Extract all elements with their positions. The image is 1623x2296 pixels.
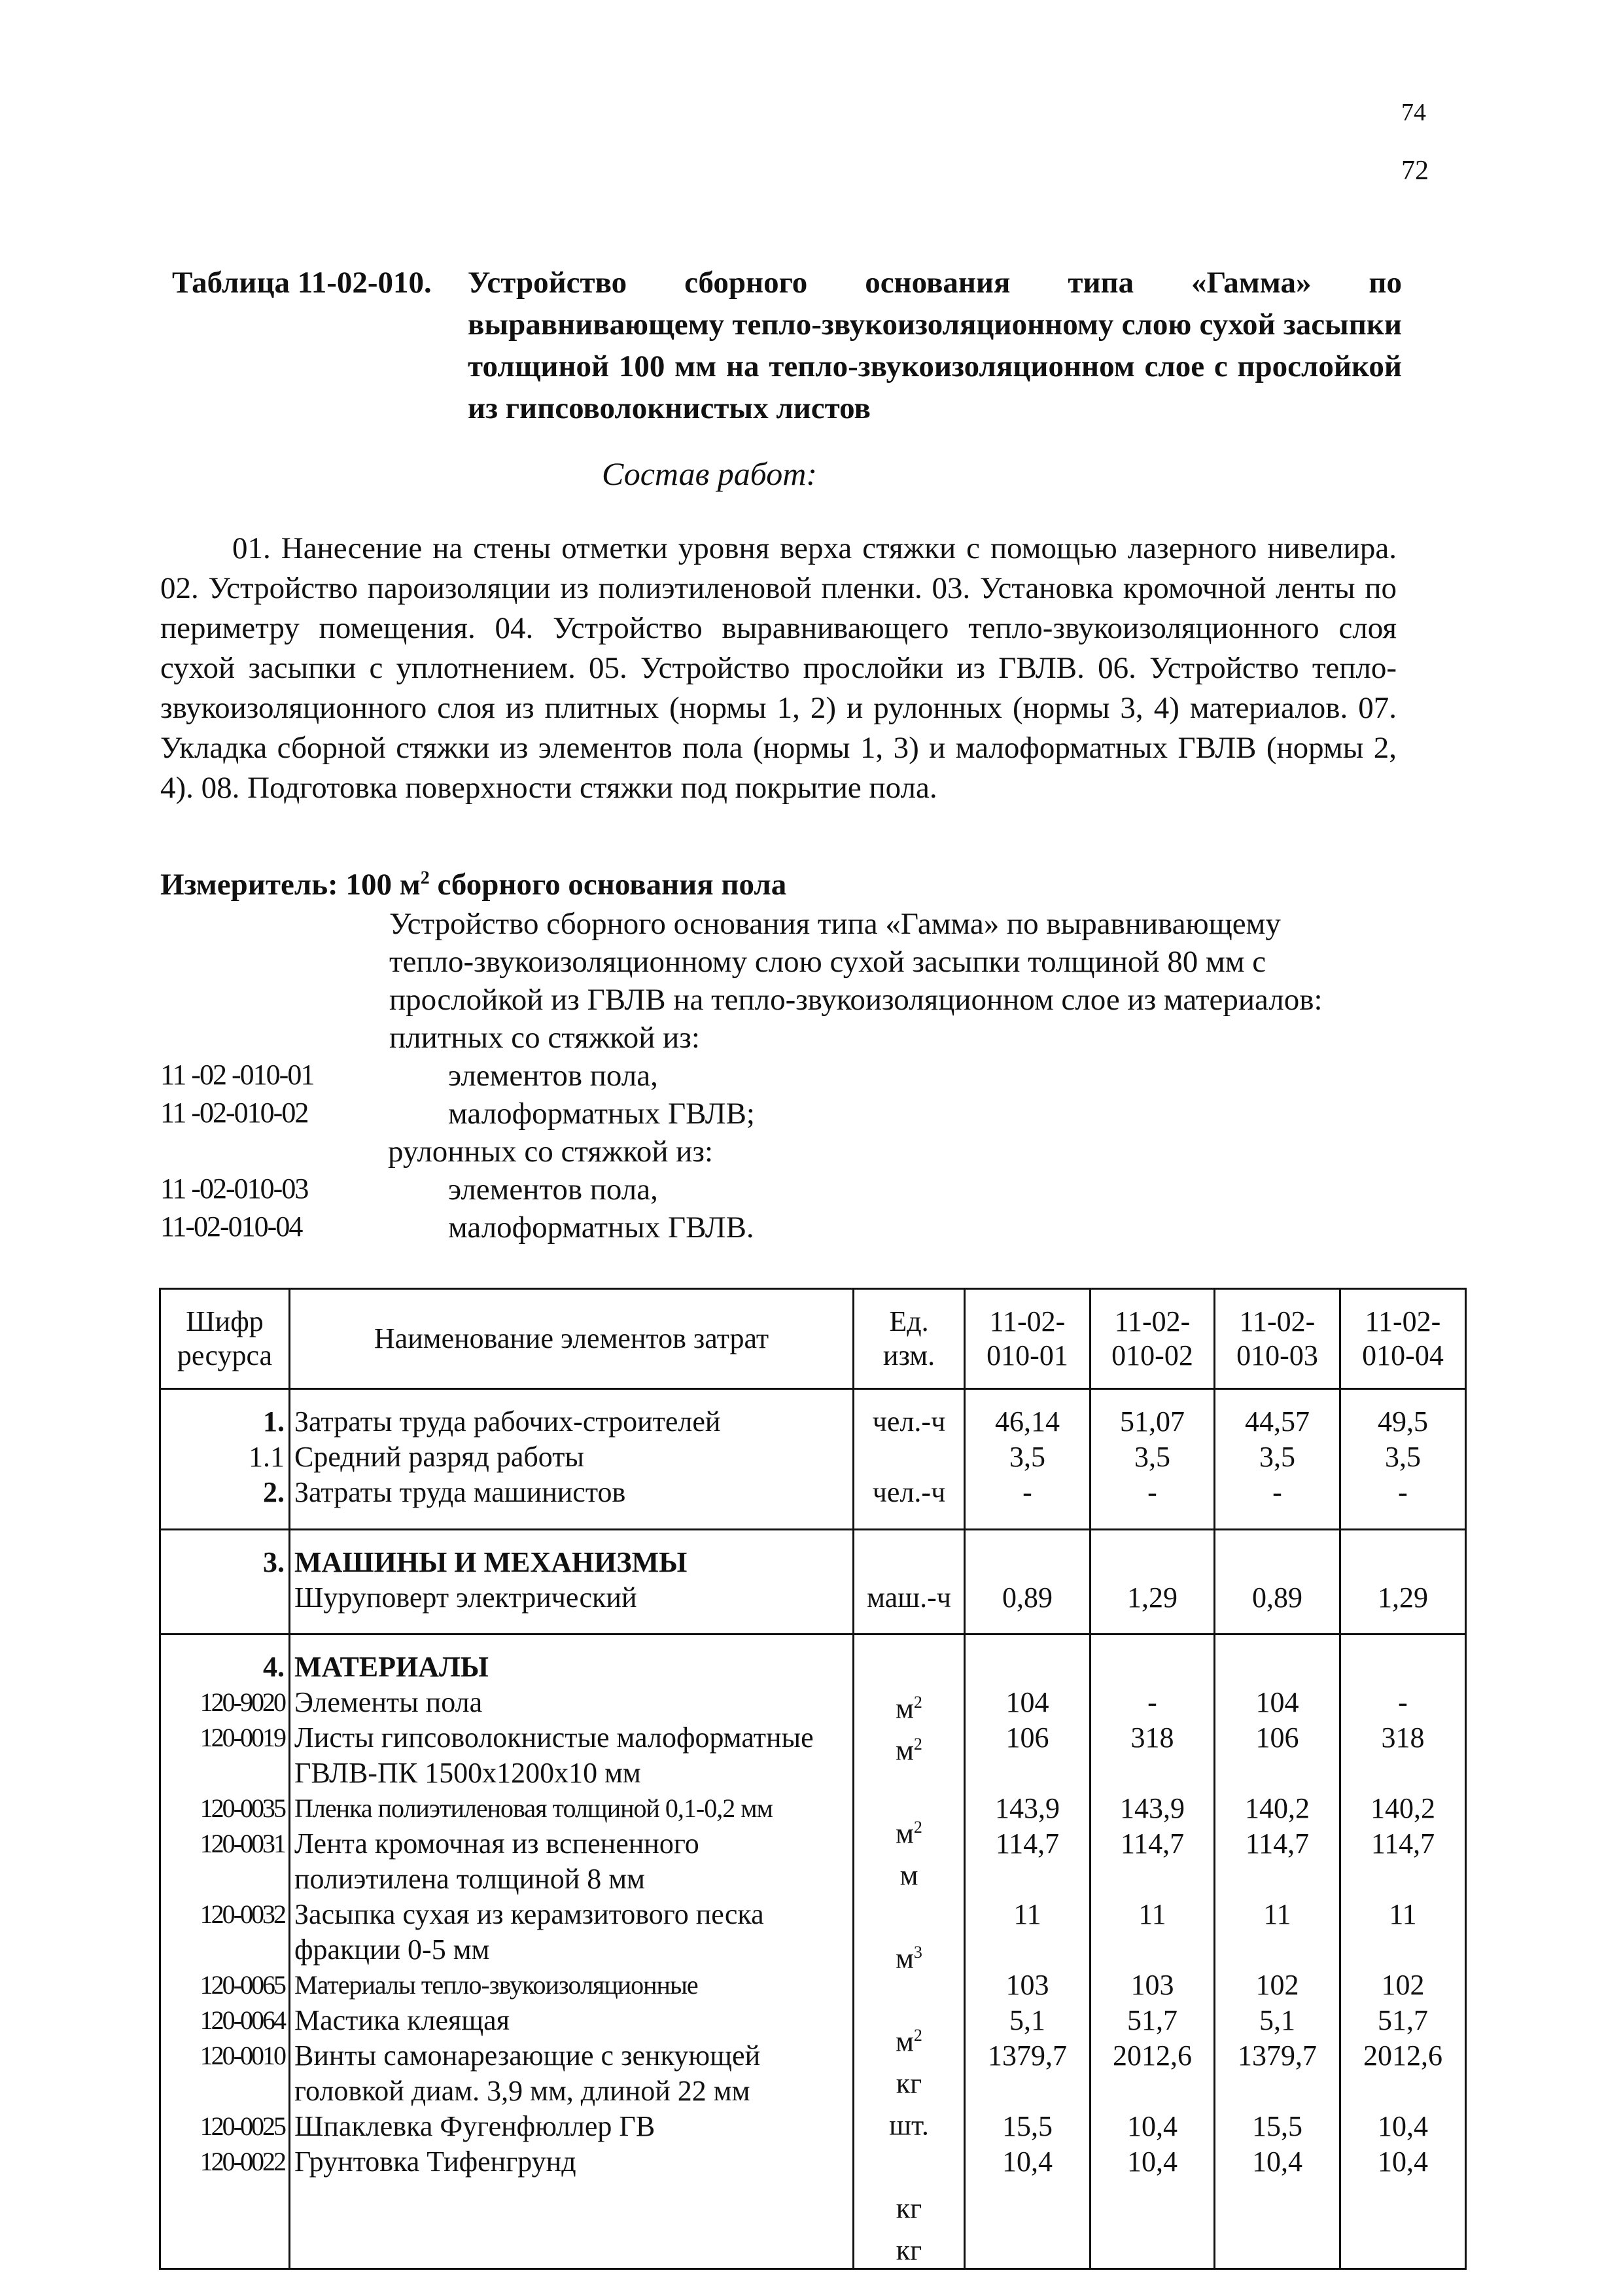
material-codes-cell (165, 1932, 285, 1968)
material-codes-cell: 120-0025 (200, 2111, 285, 2141)
work-composition-text: 01. Нанесение на стены отметки уровня верха стяжки с помощью лазерного нивелира. 02. Устройство пароизоляции из полиэтиленовой пленки. 03. Установка кромочной ленты по периметру помещения. 04. Устройство выравнивающего тепло-звукоизоляционного слоя сухой засыпки с уплотнением. 05. Устройство прослойки из ГВЛВ. 06. Устройство тепло-звукоизоляционного слоя из плитных (нормы 1, 2) и рулонных (нормы 3, 4) материалов. 07. Укладка сборной стяжки из элементов пола (нормы 1, 3) и малоформатных ГВЛВ (нормы 2, 4). 08. Подготовка поверхности стяжки под покрытие пола. (160, 531, 1397, 805)
material-c4-cell: 10,4 (1378, 2146, 1428, 2178)
norm-code: 11 -02-010-02 (160, 1097, 308, 1129)
machines-unit: маш.-ч (854, 1530, 965, 1634)
machines-norm-1: 0,89 (965, 1530, 1091, 1634)
description-line: плитных со стяжкой из: (389, 1021, 700, 1055)
material-c4-cell: 2012,6 (1363, 2040, 1442, 2072)
machines-names: МАШИНЫ И МЕХАНИЗМЫ Шуруповерт электрический (290, 1530, 854, 1634)
material-c4-cell: 140,2 (1370, 1792, 1435, 1824)
labor-norm-2: 51,07 3,5 - (1091, 1389, 1215, 1530)
material-c1-cell: 114,7 (995, 1828, 1060, 1860)
material-unit-cell (858, 2060, 960, 2102)
header-norm-3: 11-02- 010-03 (1215, 1289, 1340, 1389)
material-codes-cell (165, 1862, 285, 1897)
material-c1-cell: 15,5 (1002, 2110, 1053, 2142)
material-c4-cell: 11 (1389, 1898, 1417, 1930)
material-unit-cell (858, 2143, 960, 2185)
material-c2-cell: 143,9 (1120, 1792, 1185, 1824)
measurer-suffix: сборного основания пола (429, 868, 787, 902)
material-c4-cell: 114,7 (1370, 1828, 1435, 1860)
material-c2-cell: 51,7 (1127, 2004, 1178, 2036)
material-c1-cell (969, 1862, 1085, 1897)
material-c1-cell: 10,4 (1002, 2146, 1053, 2178)
unit-sup: 2 (913, 2026, 922, 2045)
material-names-cell: Винты самонарезающие с зенкующей (294, 2040, 761, 2072)
labor-codes: 1. 1.1 2. (160, 1389, 290, 1530)
header-norm-2: 11-02- 010-02 (1091, 1289, 1215, 1389)
material-unit-cell (858, 1768, 960, 1810)
material-c3-cell: 15,5 (1252, 2110, 1302, 2142)
material-codes-cell: 120-0022 (200, 2147, 285, 2176)
material-names-cell: Пленка полиэтиленовая толщиной 0,1-0,2 мм (294, 1793, 773, 1823)
material-c2-cell: 10,4 (1127, 2146, 1178, 2178)
material-codes-cell: 120-0031 (200, 1829, 285, 1858)
material-c4-cell (1345, 2074, 1461, 2109)
material-c3-cell: 11 (1263, 1898, 1291, 1930)
material-names-cell: Грунтовка Тифенгрунд (294, 2146, 576, 2178)
machines-norm-3: 0,89 (1215, 1530, 1340, 1634)
measurer-sup: 2 (420, 868, 430, 889)
material-c2-cell (1095, 1756, 1210, 1791)
header-unit: Ед. изм. (854, 1289, 965, 1389)
material-codes-cell (165, 2074, 285, 2109)
unit-sup: 2 (913, 1817, 922, 1837)
unit-text: шт. (889, 2109, 929, 2142)
table-title (172, 262, 1402, 432)
table-title-label: Таблица 11-02-010. (172, 266, 432, 300)
unit-text: м (896, 1692, 914, 1725)
material-unit-cell (858, 1977, 960, 2019)
description-line: Устройство сборного основания типа «Гамма» по выравнивающему (389, 907, 1281, 941)
material-c2-cell: 10,4 (1127, 2110, 1178, 2142)
material-c1-cell (969, 2074, 1085, 2109)
material-codes-cell: 120-0019 (200, 1723, 285, 1752)
material-c1-cell (969, 1932, 1085, 1968)
material-c4-cell (1345, 1756, 1461, 1791)
materials-norm-3 (1215, 1634, 1340, 2269)
table-row (160, 1530, 1466, 1634)
material-names-cell: Засыпка сухая из керамзитового песка (294, 1898, 764, 1930)
labor-norm-4: 49,5 3,5 - (1340, 1389, 1466, 1530)
labor-norm-3: 44,57 3,5 - (1215, 1389, 1340, 1530)
norm-code: 11 -02-010-03 (160, 1173, 308, 1205)
materials-names: МАТЕРИАЛЫ Элементы пола Листы гипсоволокнистые малоформатные ГВЛВ-ПК 1500х1200х10 мм Пленка полиэтиленовая толщиной 0,1-0,2 мм Лента кромочная из вспененного полиэтилена толщиной 8 мм Засыпка сухая из керамзитового песка фракции 0-5 мм Материалы тепло-звукоизоляционные Мастика клеящая Винты самонарезающие с зенкующей головкой диам. 3,9 мм, длиной 22 мм Шпаклевка Фугенфюллер ГВ Грунтовка Тифенгрунд (290, 1634, 854, 2269)
material-c3-cell: 106 (1255, 1722, 1299, 1754)
measurer (160, 867, 786, 902)
unit-text: кг (896, 2067, 922, 2100)
material-c4-cell: 102 (1381, 1969, 1425, 2001)
material-codes-cell: 120-0064 (200, 2005, 285, 2035)
unit-text: м (896, 2025, 914, 2058)
header-norm-1: 11-02- 010-01 (965, 1289, 1091, 1389)
material-codes-cell: 120-0010 (200, 2041, 285, 2070)
material-c3-cell: 140,2 (1245, 1792, 1310, 1824)
norm-text: малоформатных ГВЛВ. (448, 1210, 754, 1245)
norm-code: 11 -02 -010-01 (160, 1059, 314, 1091)
resource-table (159, 1288, 1467, 2270)
material-c2-cell: 103 (1130, 1969, 1174, 2001)
header-code: Шифр ресурса (160, 1289, 290, 1389)
norm-text: элементов пола, (448, 1059, 658, 1093)
material-c3-cell: 10,4 (1252, 2146, 1302, 2178)
material-unit-cell (858, 1852, 960, 1894)
material-names-cell: Шпаклевка Фугенфюллер ГВ (294, 2110, 655, 2142)
table-title-text: Устройство сборного основания типа «Гамма» по выравнивающему тепло-звукоизоляционному слою сухой засыпки толщиной 100 мм на тепло-звукоизоляционном слое с прослойкой из гипсоволокнистых листов (468, 266, 1402, 425)
page-number: 72 (1401, 156, 1429, 186)
material-unit-cell (858, 2185, 960, 2227)
labor-names: Затраты труда рабочих-строителей Средний разряд работы Затраты труда машинистов (290, 1389, 854, 1530)
norm-text: малоформатных ГВЛВ; (448, 1097, 755, 1131)
material-names-cell: Материалы тепло-звукоизоляционные (294, 1970, 698, 2000)
labor-units: чел.-ч чел.-ч (854, 1389, 965, 1530)
material-unit-cell (858, 1893, 960, 1935)
description-line: прослойкой из ГВЛВ на тепло-звукоизоляционном слое из материалов: (389, 983, 1323, 1017)
unit-text: м (896, 1734, 914, 1767)
norm-code: 11-02-010-04 (160, 1210, 302, 1243)
material-c3-cell (1219, 1756, 1335, 1791)
material-c2-cell: 2012,6 (1113, 2040, 1192, 2072)
material-c2-cell: 114,7 (1120, 1828, 1185, 1860)
material-unit-cell (858, 1685, 960, 1727)
material-names-cell: полиэтилена толщиной 8 мм (294, 1863, 645, 1895)
material-c1-cell: 5,1 (1009, 2004, 1045, 2036)
materials-norm-4 (1340, 1634, 1466, 2269)
machines-code: 3. (160, 1530, 290, 1634)
material-c2-cell (1095, 1932, 1210, 1968)
material-c4-cell: 10,4 (1378, 2110, 1428, 2142)
material-c4-cell: 318 (1381, 1722, 1425, 1754)
material-c3-cell: 104 (1255, 1686, 1299, 1718)
unit-text: кг (896, 2234, 922, 2267)
material-unit-cell (858, 2018, 960, 2060)
material-codes-cell: 120-0065 (200, 1970, 285, 2000)
unit-text: м (896, 1817, 914, 1850)
header-norm-4: 11-02- 010-04 (1340, 1289, 1466, 1389)
material-c2-cell: 11 (1138, 1898, 1166, 1930)
norm-text: элементов пола, (448, 1173, 658, 1207)
labor-norm-1: 46,14 3,5 - (965, 1389, 1091, 1530)
unit-sup: 2 (913, 1693, 922, 1712)
material-names-cell: Элементы пола (294, 1686, 483, 1718)
material-c1-cell: 11 (1013, 1898, 1041, 1930)
material-codes-cell (165, 1756, 285, 1791)
description-line: тепло-звукоизоляционному слою сухой засыпки толщиной 80 мм с (389, 945, 1266, 979)
material-c1-cell: 103 (1005, 1969, 1049, 2001)
materials-norm-2 (1091, 1634, 1215, 2269)
machines-norm-4: 1,29 (1340, 1530, 1466, 1634)
unit-sup: 2 (913, 1734, 922, 1754)
material-c1-cell (969, 1756, 1085, 1791)
material-c2-cell: - (1147, 1686, 1157, 1718)
material-c1-cell: 143,9 (995, 1792, 1060, 1824)
material-unit-cell (858, 2227, 960, 2269)
material-c3-cell (1219, 2074, 1335, 2109)
material-unit-cell (858, 1810, 960, 1852)
unit-text: м (899, 1859, 918, 1892)
material-c2-cell (1095, 2074, 1210, 2109)
material-c2-cell (1095, 1862, 1210, 1897)
material-c4-cell: - (1398, 1686, 1408, 1718)
materials-codes: 4. 120-9020 120-0019 120-0035 120-0031 120-0032 120-0065 120-0064 120-0010 120-0025 120-0022 (160, 1634, 290, 2269)
table-row (160, 1634, 1466, 2269)
material-c3-cell: 5,1 (1259, 2004, 1295, 2036)
material-c4-cell: 51,7 (1378, 2004, 1428, 2036)
material-names-cell: Мастика клеящая (294, 2004, 510, 2036)
material-names-cell: фракции 0-5 мм (294, 1934, 490, 1966)
table-row (160, 1389, 1466, 1530)
materials-units (854, 1634, 965, 2269)
material-codes-cell: 120-0035 (200, 1793, 285, 1823)
material-names-cell: головкой диам. 3,9 мм, длиной 22 мм (294, 2075, 750, 2107)
material-c1-cell: 104 (1005, 1686, 1049, 1718)
material-c4-cell (1345, 1932, 1461, 1968)
material-c4-cell (1345, 1862, 1461, 1897)
material-codes-cell: 120-9020 (200, 1687, 285, 1717)
material-names-cell: Листы гипсоволокнистые малоформатные (294, 1722, 814, 1754)
material-unit-cell (858, 1935, 960, 1977)
material-c1-cell: 106 (1005, 1722, 1049, 1754)
material-c3-cell: 114,7 (1245, 1828, 1310, 1860)
material-c3-cell: 102 (1255, 1969, 1299, 2001)
measurer-prefix: Измеритель: 100 м (160, 868, 421, 902)
material-unit-cell (858, 1727, 960, 1769)
material-codes-cell: 120-0032 (200, 1899, 285, 1929)
machines-norm-2: 1,29 (1091, 1530, 1215, 1634)
unit-sup: 3 (913, 1942, 922, 1962)
material-names-cell: Лента кромочная из вспененного (294, 1828, 699, 1860)
unit-text: кг (896, 2192, 922, 2225)
material-c3-cell (1219, 1862, 1335, 1897)
page-number-top: 74 (1401, 99, 1426, 126)
work-composition-heading: Состав работ: (602, 455, 818, 492)
materials-norm-1 (965, 1634, 1091, 2269)
material-c3-cell (1219, 1932, 1335, 1968)
material-c1-cell: 1379,7 (988, 2040, 1067, 2072)
description-group: рулонных со стяжкой из: (388, 1135, 714, 1169)
material-names-cell: ГВЛВ-ПК 1500х1200х10 мм (294, 1757, 641, 1789)
material-c2-cell: 318 (1130, 1722, 1174, 1754)
header-name: Наименование элементов затрат (290, 1289, 854, 1389)
material-c3-cell: 1379,7 (1238, 2040, 1317, 2072)
material-unit-cell (858, 2102, 960, 2144)
table-header-row (160, 1289, 1466, 1389)
unit-text: м (896, 1942, 914, 1975)
